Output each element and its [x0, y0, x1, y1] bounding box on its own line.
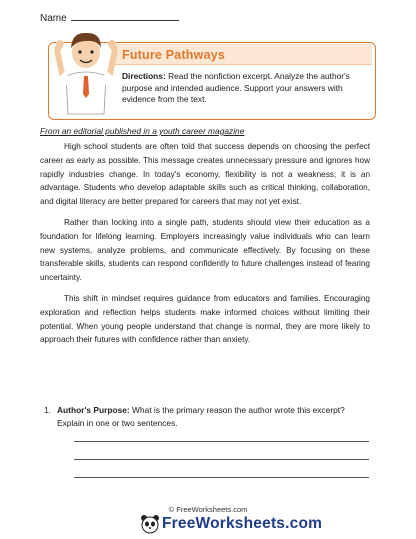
paragraph: This shift in mindset requires guidance from educators and families. Encouraging exploration and reflection helps students make informed choices without limiting their potential. When young people understand that change is normal, they are more likely to approach their futures with confidence rather than anxiety. [40, 293, 370, 345]
answer-line[interactable] [74, 477, 369, 478]
source-line: From an editorial published in a youth career magazine [40, 126, 245, 136]
footer-copyright: © FreeWorksheets.com [168, 505, 248, 514]
brand-name: FreeWorksheets.com [162, 515, 323, 532]
answer-line[interactable] [74, 459, 369, 460]
paragraph: Rather than locking into a single path, students should view their education as a foundation for lifelong learning. Employers increasingly value individuals who can learn new systems, analyze problems, and communicate effectively. By focusing on these transferable skills, students can respond confidently to future challenges instead of fearing uncertainty. [40, 217, 370, 283]
directions-text: Read the nonfiction excerpt. Analyze the author's purpose and intended audience. Support your answers with evidence from the text. [122, 71, 350, 104]
directions [122, 71, 368, 106]
passage [40, 140, 370, 354]
paragraph: High school students are often told that success depends on choosing the perfect career as early as possible. This message creates unnecessary pressure and ignores how rapidly industries change. In today's economy, flexibility is not a weakness; it is an advantage. Students who develop adaptable skills such as critical thinking, collaboration, and digital literacy are better prepared for careers that may not yet exist. [40, 142, 370, 207]
name-label: Name [40, 13, 67, 24]
panda-logo-icon [140, 514, 160, 534]
worksheet-title: Future Pathways [122, 48, 226, 62]
answer-line[interactable] [74, 441, 369, 442]
directions-label: Directions: [122, 71, 166, 81]
question-1 [44, 404, 373, 429]
question-label: Author's Purpose: [57, 405, 130, 415]
question-text: What is the primary reason the author wrote this excerpt? Explain in one or two sentences. [57, 405, 345, 428]
footer-brand [140, 513, 322, 535]
question-number: 1. [44, 405, 51, 415]
student-character-icon [54, 14, 118, 124]
